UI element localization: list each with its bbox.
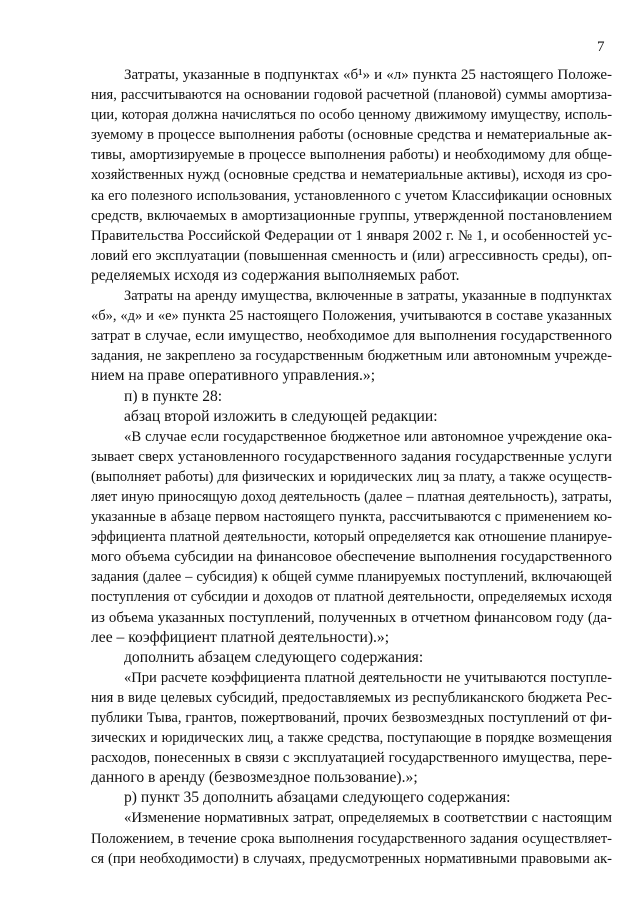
text-line: лее – коэффициент платной деятельности).»; — [91, 628, 390, 646]
text-line: «В случае если государственное бюджетное или автономное учреждение ока- — [124, 428, 612, 445]
text-line: (выполняет работы) для физических и юридических лиц за плату, а также осуществ- — [91, 468, 612, 485]
text-line: «Изменение нормативных затрат, определяемых в соответствии с настоящим — [124, 810, 612, 827]
text-line: ния, рассчитываются на основании годовой расчетной (плановой) суммы амортиза- — [91, 87, 612, 104]
page-number: 7 — [597, 39, 605, 55]
text-line: Правительства Российской Федерации от 1 января 2002 г. № 1, и особенностей ус- — [91, 227, 612, 244]
text-line: данного в аренду (безвозмездное пользование).»; — [91, 769, 418, 787]
text-line: указанные в абзаце первом настоящего пункта, рассчитываются с применением ко- — [91, 509, 612, 526]
text-line: мого объема субсидии на финансовое обеспечение выполнения государственного — [91, 549, 612, 566]
text-line: тивы, амортизируемые в процессе выполнения работы) и необходимому для обще- — [91, 147, 612, 164]
text-line: ловий его эксплуатации (повышенная сменность и (или) агрессивность среды), оп- — [91, 247, 612, 264]
text-line: ка его полезного использования, установленного с учетом Классификации основных — [91, 187, 612, 204]
text-line: Положением, в течение срока выполнения государственного задания осуществляет- — [91, 830, 612, 847]
text-line: абзац второй изложить в следующей редакции: — [124, 407, 438, 425]
text-line: зуемому в процессе выполнения работы (основные средства и нематериальные ак- — [91, 127, 612, 144]
text-line: «При расчете коэффициента платной деятельности не учитываются поступле- — [124, 669, 612, 686]
text-line: дополнить абзацем следующего содержания: — [124, 648, 424, 666]
text-line: публики Тыва, грантов, пожертвований, прочих безвозмездных поступлений от фи- — [91, 710, 612, 726]
text-line: задания, не закреплено за государственным бюджетным или автономным учрежде- — [91, 348, 612, 365]
text-line: ляет иную приносящую доход деятельность (далее – платная деятельность), затраты, — [91, 488, 612, 505]
text-line: поступления от субсидии и доходов от платной деятельности, определяемых исходя — [91, 589, 612, 606]
text-line: Затраты на аренду имущества, включенные в затраты, указанные в подпунктах — [124, 288, 612, 305]
text-line: из объема указанных поступлений, полученных в отчетном финансовом году (да- — [91, 609, 612, 626]
text-line: зических и юридических лиц, а также средства, поступающие в порядке возмещения — [91, 730, 612, 747]
text-line: ции, которая должна начисляться по особо ценному движимому имуществу, исполь- — [91, 107, 612, 124]
document-body — [91, 65, 612, 869]
text-line: р) пункт 35 дополнить абзацами следующего содержания: — [124, 789, 511, 807]
text-line: задания (далее – субсидия) к общей сумме планируемых поступлений, включающей — [91, 569, 612, 586]
text-line: хозяйственных нужд (основные средства и нематериальные активы), исходя из сро- — [91, 167, 612, 184]
text-line: ределяемых исходя из содержания выполняемых работ. — [91, 266, 460, 284]
text-line: «б», «д» и «е» пункта 25 настоящего Положения, учитываются в составе указанных — [91, 308, 612, 325]
text-line: Затраты, указанные в подпунктах «б¹» и «л» пункта 25 настоящего Положе- — [124, 67, 612, 83]
text-line: затрат в случае, если имущество, необходимое для выполнения государственного — [91, 328, 612, 345]
text-line: эффициента платной деятельности, который определяется как отношение планируе- — [91, 529, 612, 546]
text-line: ся (при необходимости) в случаях, предусмотренных нормативными правовыми ак- — [91, 850, 612, 867]
text-line: п) в пункте 28: — [124, 387, 223, 405]
text-line: зывает сверх установленного государственного задания государственные услуги — [91, 448, 612, 465]
text-line: средств, включаемых в амортизационные группы, утвержденной постановлением — [91, 207, 612, 224]
text-line: расходов, понесенных в связи с эксплуатацией государственного имущества, пере- — [91, 750, 612, 767]
text-line: ния в виде целевых субсидий, предоставляемых из республиканского бюджета Рес- — [91, 689, 612, 706]
text-line: нием на праве оперативного управления.»; — [91, 367, 376, 385]
